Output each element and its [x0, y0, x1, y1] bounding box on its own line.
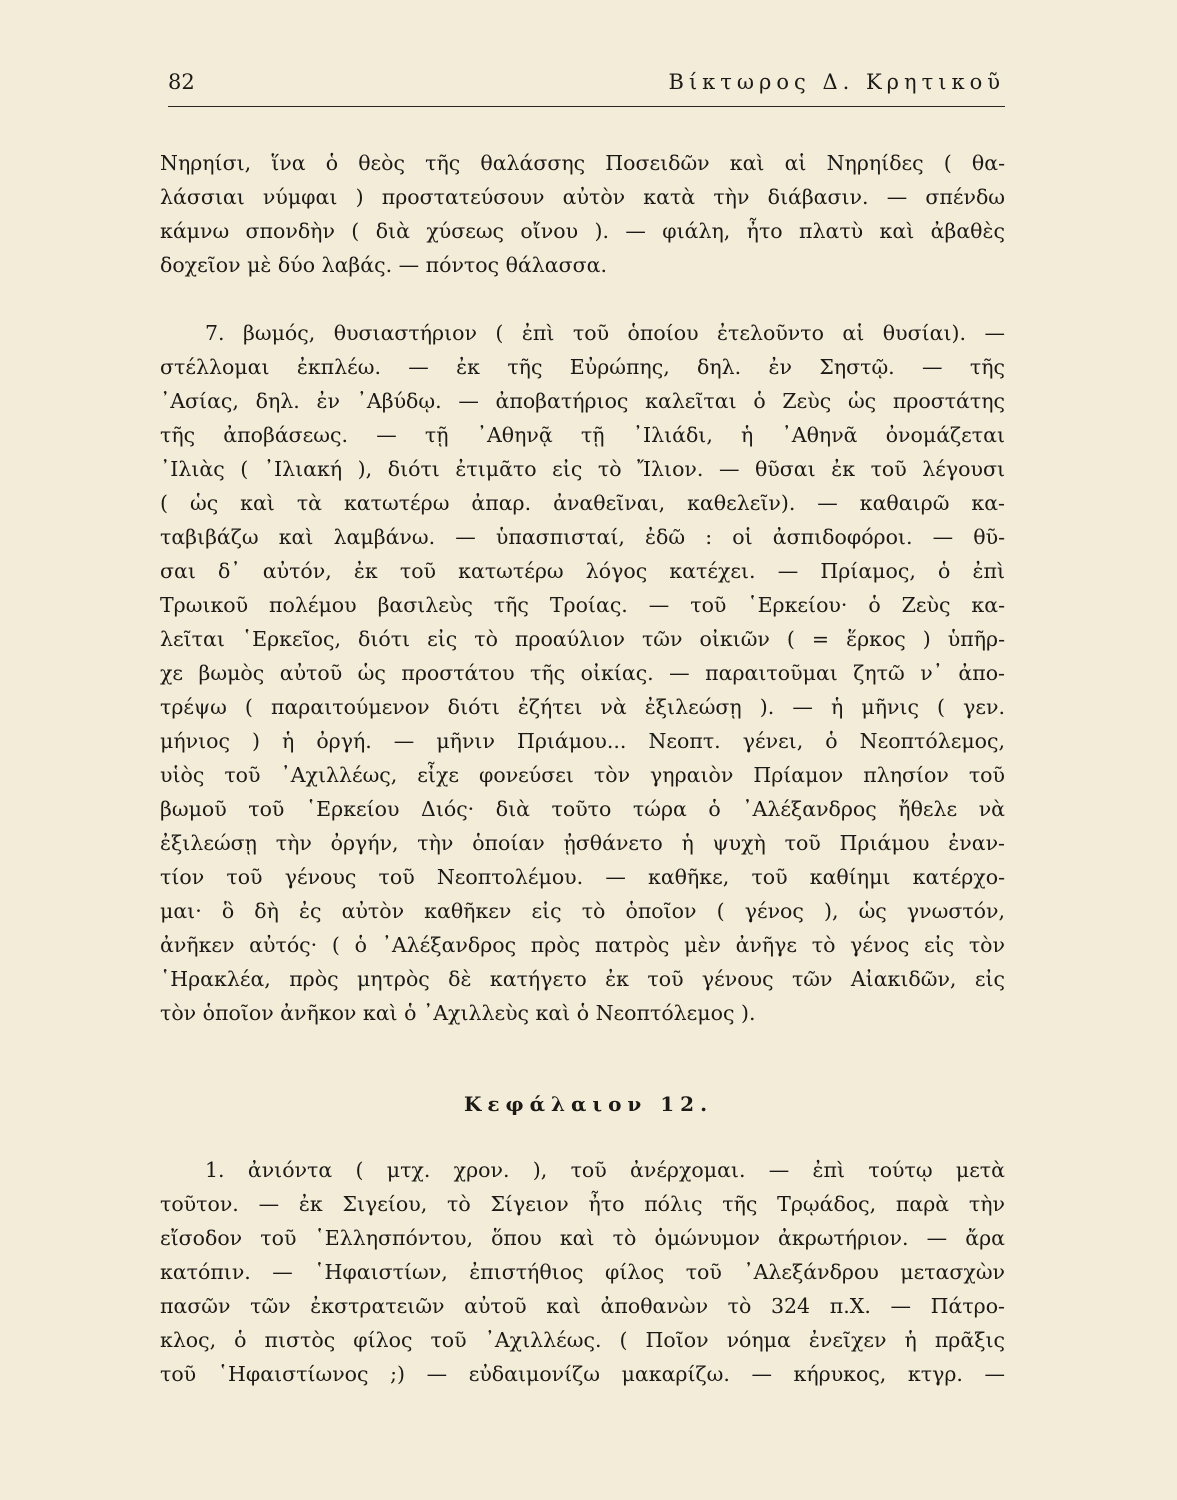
- text-line: μαι· ὃ δὴ ἐς αὐτὸν καθῆκεν εἰς τὸ ὁποῖον ( γένος ), ὡς γνωστόν,: [160, 899, 1005, 923]
- text-line: βωμοῦ τοῦ ῾Ερκείου Διός· διὰ τοῦτο τώρα ὁ ᾿Αλέξανδρος ἤθελε νὰ: [160, 797, 1005, 821]
- paragraph-section-7: [160, 316, 1005, 1030]
- text-line: ( ὡς καὶ τὰ κατωτέρω ἀπαρ. ἀναθεῖναι, καθελεῖν). — καθαιρῶ κα-: [160, 491, 1005, 515]
- page-number: 82: [168, 70, 195, 94]
- text-line: υἱὸς τοῦ ᾿Αχιλλέως, εἶχε φονεύσει τὸν γηραιὸν Πρίαμον πλησίον τοῦ: [160, 763, 1005, 787]
- text-line: σαι δ᾿ αὐτόν, ἐκ τοῦ κατωτέρω λόγος κατέχει. — Πρίαμος, ὁ ἐπὶ: [160, 559, 1005, 583]
- text-line: κατόπιν. — ῾Ηφαιστίων, ἐπιστήθιος φίλος τοῦ ᾿Αλεξάνδρου μετασχὼν: [160, 1260, 1005, 1284]
- text-line: ᾿Ασίας, δηλ. ἐν ᾿Αβύδῳ. — ἀποβατήριος καλεῖται ὁ Ζεὺς ὡς προστάτης: [160, 389, 1005, 413]
- text-line: τίον τοῦ γένους τοῦ Νεοπτολέμου. — καθῆκε, τοῦ καθίημι κατέρχο-: [160, 865, 1005, 889]
- paragraph-section-1: [160, 1153, 1005, 1391]
- text-line: δοχεῖον μὲ δύο λαβάς. — πόντος θάλασσα.: [160, 253, 607, 277]
- text-line: ῾Ηρακλέα, πρὸς μητρὸς δὲ κατήγετο ἐκ τοῦ γένους τῶν Αἰακιδῶν, εἰς: [160, 967, 1005, 991]
- text-line: μήνιος ) ἡ ὀργή. — μῆνιν Πριάμου... Νεοπτ. γένει, ὁ Νεοπτόλεμος,: [160, 729, 1005, 753]
- text-line: λεῖται ῾Ερκεῖος, διότι εἰς τὸ προαύλιον τῶν οἰκιῶν ( = ἕρκος ) ὑπῆρ-: [160, 627, 1005, 651]
- text-line: πασῶν τῶν ἐκστρατειῶν αὐτοῦ καὶ ἀποθανὼν τὸ 324 π.Χ. — Πάτρο-: [160, 1294, 1005, 1318]
- text-line: Τρωικοῦ πολέμου βασιλεὺς τῆς Τροίας. — τοῦ ῾Ερκείου· ὁ Ζεὺς κα-: [160, 593, 1005, 617]
- text-line: ἐξιλεώσῃ τὴν ὀργήν, τὴν ὁποίαν ᾐσθάνετο ἡ ψυχὴ τοῦ Πριάμου ἐναν-: [160, 831, 1005, 855]
- text-line: ᾿Ιλιὰς ( ᾿Ιλιακή ), διότι ἐτιμᾶτο εἰς τὸ Ἴλιον. — θῦσαι ἐκ τοῦ λέγουσι: [160, 457, 1005, 481]
- text-line: κάμνω σπονδὴν ( διὰ χύσεως οἴνου ). — φιάλη, ἦτο πλατὺ καὶ ἀβαθὲς: [160, 219, 1005, 243]
- text-line: τοῦτον. — ἐκ Σιγείου, τὸ Σίγειον ἦτο πόλις τῆς Τρῳάδος, παρὰ τὴν: [160, 1192, 1005, 1216]
- text-line: ἀνῆκεν αὐτός· ( ὁ ᾿Αλέξανδρος πρὸς πατρὸς μὲν ἀνῆγε τὸ γένος εἰς τὸν: [160, 933, 1005, 957]
- text-line: τοῦ ῾Ηφαιστίωνος ;) — εὐδαιμονίζω μακαρίζω. — κήρυκος, κτγρ. —: [160, 1362, 1005, 1386]
- text-line: χε βωμὸς αὐτοῦ ὡς προστάτου τῆς οἰκίας. — παραιτοῦμαι ζητῶ ν᾿ ἀπο-: [160, 661, 1005, 685]
- text-line: Νηρηίσι, ἵνα ὁ θεὸς τῆς θαλάσσης Ποσειδῶν καὶ αἱ Νηρηίδες ( θα-: [160, 151, 1005, 175]
- chapter-heading: Κεφάλαιον 12.: [463, 1092, 714, 1116]
- text-line: κλος, ὁ πιστὸς φίλος τοῦ ᾿Αχιλλέως. ( Ποῖον νόημα ἐνεῖχεν ἡ πρᾶξις: [160, 1328, 1005, 1352]
- text-line: 7. βωμός, θυσιαστήριον ( ἐπὶ τοῦ ὁποίου ἐτελοῦντο αἱ θυσίαι). —: [205, 321, 1005, 345]
- text-line: λάσσιαι νύμφαι ) προστατεύσουν αὐτὸν κατὰ τὴν διάβασιν. — σπένδω: [160, 185, 1005, 209]
- text-line: εἴσοδον τοῦ ῾Ελλησπόντου, ὅπου καὶ τὸ ὁμώνυμον ἀκρωτήριον. — ἄρα: [160, 1226, 1005, 1250]
- paragraph-glossary-continued: [160, 146, 1005, 282]
- running-title: Βίκτωρος Δ. Κρητικοῦ: [668, 70, 1005, 94]
- text-line: τρέψω ( παραιτούμενον διότι ἐζήτει νὰ ἐξιλεώσῃ ). — ἡ μῆνις ( γεν.: [160, 695, 1005, 719]
- header-rule: [168, 106, 1005, 107]
- text-line: τῆς ἀποβάσεως. — τῇ ᾿Αθηνᾷ τῇ ᾿Ιλιάδι, ἡ ᾿Αθηνᾶ ὀνομάζεται: [160, 423, 1005, 447]
- text-line: τὸν ὁποῖον ἀνῆκον καὶ ὁ ᾿Αχιλλεὺς καὶ ὁ Νεοπτόλεμος ).: [160, 1001, 756, 1025]
- text-line: ταβιβάζω καὶ λαμβάνω. — ὑπασπισταί, ἐδῶ : οἱ ἀσπιδοφόροι. — θῦ-: [160, 525, 1005, 549]
- page-header: [168, 70, 1005, 104]
- text-line: στέλλομαι ἐκπλέω. — ἐκ τῆς Εὐρώπης, δηλ. ἐν Σηστῷ. — τῆς: [160, 355, 1005, 379]
- text-line: 1. ἀνιόντα ( μτχ. χρον. ), τοῦ ἀνέρχομαι. — ἐπὶ τούτῳ μετὰ: [205, 1158, 1005, 1182]
